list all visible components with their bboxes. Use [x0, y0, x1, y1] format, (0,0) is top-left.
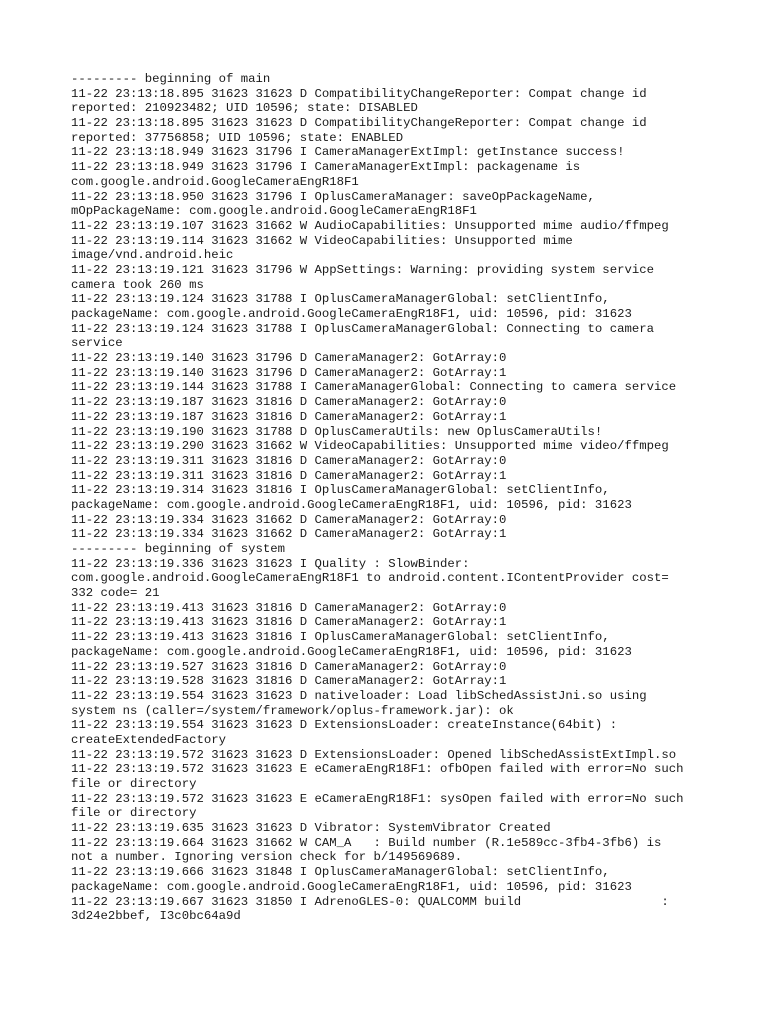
log-line: 11-22 23:13:19.635 31623 31623 D Vibrator: SystemVibrator Created	[71, 821, 551, 836]
log-line: 11-22 23:13:19.187 31623 31816 D CameraManager2: GotArray:0	[71, 395, 507, 410]
log-line: 11-22 23:13:19.413 31623 31816 D CameraManager2: GotArray:1	[71, 615, 507, 630]
log-line: 11-22 23:13:19.314 31623 31816 I OplusCameraManagerGlobal: setClientInfo,	[71, 483, 610, 498]
log-line: service	[71, 336, 123, 351]
logcat-text-block	[71, 72, 711, 924]
log-line: 11-22 23:13:19.290 31623 31662 W VideoCapabilities: Unsupported mime video/ffmpeg	[71, 439, 669, 454]
log-line: 11-22 23:13:19.554 31623 31623 D nativeloader: Load libSchedAssistJni.so using	[71, 688, 647, 703]
log-line: 11-22 23:13:18.949 31623 31796 I CameraManagerExtImpl: getInstance success!	[71, 145, 625, 160]
log-line: not a number. Ignoring version check for b/149569689.	[71, 850, 463, 865]
log-line: 11-22 23:13:19.666 31623 31848 I OplusCameraManagerGlobal: setClientInfo,	[71, 865, 610, 880]
log-line: 11-22 23:13:18.895 31623 31623 D CompatibilityChangeReporter: Compat change id	[71, 116, 647, 131]
log-line: 11-22 23:13:18.950 31623 31796 I OplusCameraManager: saveOpPackageName,	[71, 189, 595, 204]
log-line: 11-22 23:13:19.572 31623 31623 E eCameraEngR18F1: sysOpen failed with error=No such	[71, 791, 684, 806]
log-line: camera took 260 ms	[71, 277, 204, 292]
log-line: reported: 210923482; UID 10596; state: DISABLED	[71, 101, 418, 116]
log-line: 11-22 23:13:19.554 31623 31623 D ExtensionsLoader: createInstance(64bit) :	[71, 718, 618, 733]
log-line: 11-22 23:13:18.949 31623 31796 I CameraManagerExtImpl: packagename is	[71, 160, 581, 175]
log-line: 11-22 23:13:19.124 31623 31788 I OplusCameraManagerGlobal: setClientInfo,	[71, 292, 610, 307]
log-line: com.google.android.GoogleCameraEngR18F1	[71, 174, 359, 189]
log-line: 11-22 23:13:19.664 31623 31662 W CAM_A : Build number (R.1e589cc-3fb4-3fb6) is	[71, 835, 662, 850]
log-line: 11-22 23:13:19.107 31623 31662 W AudioCapabilities: Unsupported mime audio/ffmpeg	[71, 218, 669, 233]
log-line: 3d24e2bbef, I3c0bc64a9d	[71, 909, 241, 924]
log-line: packageName: com.google.android.GoogleCameraEngR18F1, uid: 10596, pid: 31623	[71, 497, 632, 512]
log-line: file or directory	[71, 777, 197, 791]
log-line: 11-22 23:13:19.311 31623 31816 D CameraManager2: GotArray:0	[71, 453, 507, 468]
log-line: packageName: com.google.android.GoogleCameraEngR18F1, uid: 10596, pid: 31623	[71, 307, 632, 321]
log-line: 11-22 23:13:19.140 31623 31796 D CameraManager2: GotArray:1	[71, 365, 507, 380]
log-line: 11-22 23:13:19.124 31623 31788 I OplusCameraManagerGlobal: Connecting to camera	[71, 321, 654, 336]
log-line: packageName: com.google.android.GoogleCameraEngR18F1, uid: 10596, pid: 31623	[71, 879, 632, 894]
log-line: 11-22 23:13:19.114 31623 31662 W VideoCapabilities: Unsupported mime	[71, 233, 573, 248]
log-line: --------- beginning of main	[71, 72, 271, 86]
log-line: createExtendedFactory	[71, 732, 226, 747]
log-line: reported: 37756858; UID 10596; state: ENABLED	[71, 130, 404, 145]
log-line: 11-22 23:13:19.334 31623 31662 D CameraManager2: GotArray:1	[71, 527, 507, 542]
log-line: 11-22 23:13:19.140 31623 31796 D CameraManager2: GotArray:0	[71, 351, 507, 366]
log-line: 332 code= 21	[71, 586, 160, 601]
log-line: file or directory	[71, 806, 197, 821]
log-line: 11-22 23:13:19.190 31623 31788 D OplusCameraUtils: new OplusCameraUtils!	[71, 424, 603, 439]
log-line: 11-22 23:13:19.667 31623 31850 I AdrenoGLES-0: QUALCOMM build :	[71, 894, 669, 909]
log-line: 11-22 23:13:19.527 31623 31816 D CameraManager2: GotArray:0	[71, 659, 507, 674]
log-line: com.google.android.GoogleCameraEngR18F1 to android.content.IContentProvider cost=	[71, 571, 669, 586]
log-line: 11-22 23:13:19.144 31623 31788 I CameraManagerGlobal: Connecting to camera service	[71, 380, 677, 395]
log-line: 11-22 23:13:19.572 31623 31623 E eCameraEngR18F1: ofbOpen failed with error=No such	[71, 762, 684, 777]
log-line: 11-22 23:13:19.121 31623 31796 W AppSettings: Warning: providing system service	[71, 262, 654, 277]
log-line: system ns (caller=/system/framework/oplus-framework.jar): ok	[71, 703, 514, 718]
log-line: --------- beginning of system	[71, 542, 286, 556]
log-line: 11-22 23:13:19.336 31623 31623 I Quality : SlowBinder:	[71, 556, 470, 571]
log-line: packageName: com.google.android.GoogleCameraEngR18F1, uid: 10596, pid: 31623	[71, 644, 632, 659]
log-line: 11-22 23:13:19.572 31623 31623 D ExtensionsLoader: Opened libSchedAssistExtImpl.so	[71, 747, 677, 762]
log-line: 11-22 23:13:19.311 31623 31816 D CameraManager2: GotArray:1	[71, 468, 507, 483]
log-line: mOpPackageName: com.google.android.GoogleCameraEngR18F1	[71, 204, 477, 219]
log-line: 11-22 23:13:19.187 31623 31816 D CameraManager2: GotArray:1	[71, 409, 507, 424]
log-line: image/vnd.android.heic	[71, 248, 234, 263]
log-line: 11-22 23:13:19.413 31623 31816 D CameraManager2: GotArray:0	[71, 600, 507, 615]
log-line: 11-22 23:13:19.334 31623 31662 D CameraManager2: GotArray:0	[71, 512, 507, 527]
log-line: 11-22 23:13:19.528 31623 31816 D CameraManager2: GotArray:1	[71, 674, 507, 689]
log-line: 11-22 23:13:18.895 31623 31623 D CompatibilityChangeReporter: Compat change id	[71, 86, 647, 101]
log-line: 11-22 23:13:19.413 31623 31816 I OplusCameraManagerGlobal: setClientInfo,	[71, 630, 610, 645]
